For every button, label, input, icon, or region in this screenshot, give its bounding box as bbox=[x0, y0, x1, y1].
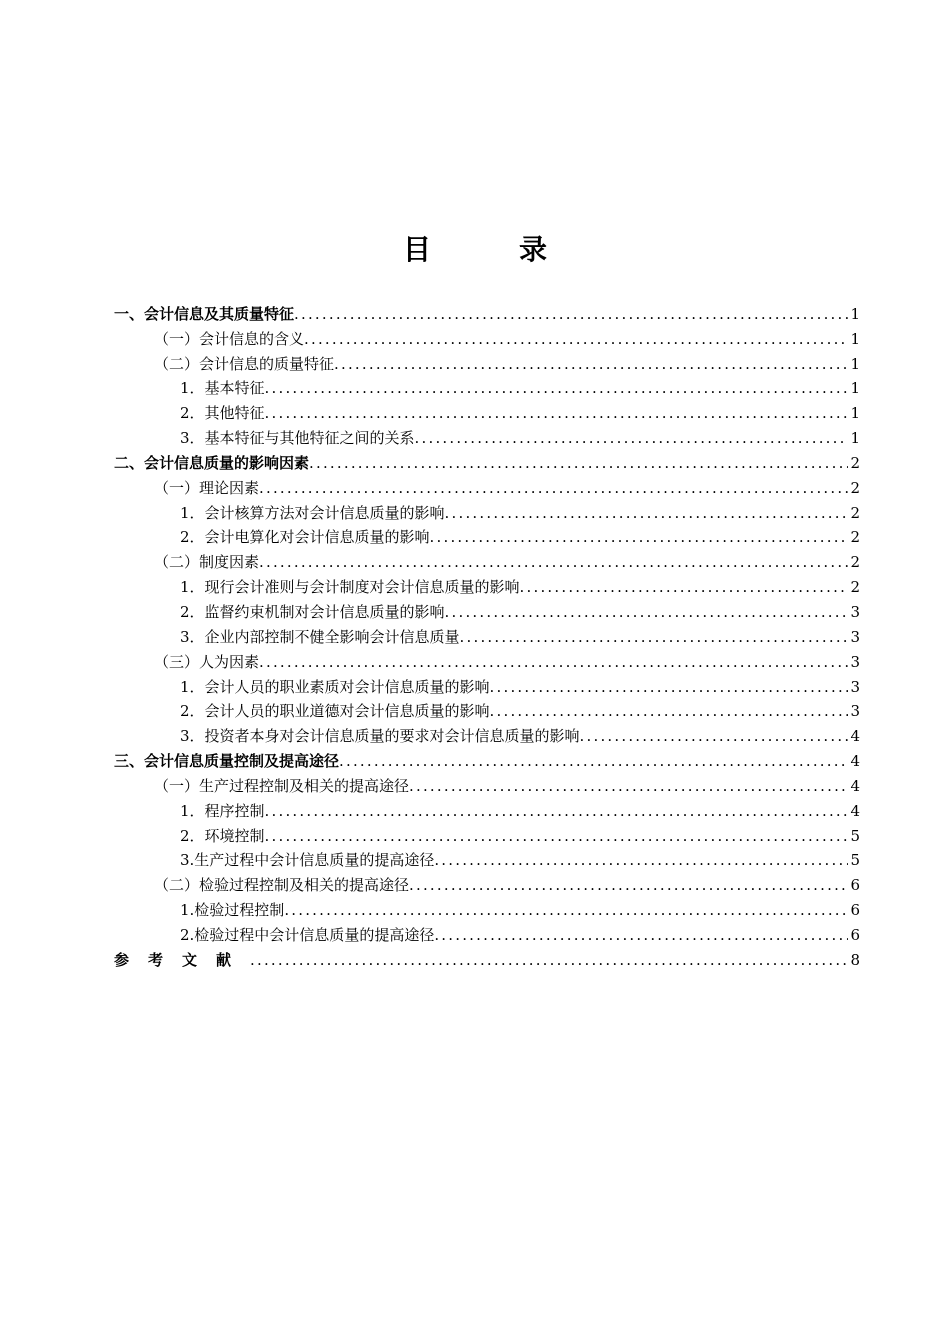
toc-page-number: 4 bbox=[850, 776, 860, 795]
toc-entry[interactable] bbox=[114, 597, 860, 622]
toc-entry-label: 2．其他特征 bbox=[180, 404, 265, 423]
toc-entry-label: 3．基本特征与其他特征之间的关系 bbox=[180, 429, 415, 448]
toc-entry[interactable] bbox=[114, 547, 860, 572]
toc-dot-leader bbox=[409, 776, 848, 796]
toc-entry-label: 2．会计人员的职业道德对会计信息质量的影响 bbox=[180, 702, 490, 721]
toc-page-number: 1 bbox=[850, 429, 860, 448]
toc-entry-label: 2.检验过程中会计信息质量的提高途径 bbox=[180, 925, 435, 944]
toc-entry[interactable] bbox=[114, 672, 860, 697]
toc-page-number: 3 bbox=[850, 627, 860, 646]
toc-entry-label: （二）检验过程控制及相关的提高途径 bbox=[154, 876, 410, 895]
toc-page-number: 1 bbox=[850, 329, 860, 348]
toc-entry-label: 1.检验过程控制 bbox=[180, 901, 285, 920]
toc-page-number: 1 bbox=[850, 354, 860, 373]
toc-dot-leader bbox=[265, 378, 848, 398]
toc-entry-label: 1．程序控制 bbox=[180, 801, 265, 820]
toc-entry[interactable] bbox=[114, 821, 860, 846]
toc-entry-label: （一）生产过程控制及相关的提高途径 bbox=[154, 776, 410, 795]
toc-page-number: 6 bbox=[850, 925, 860, 944]
toc-entry[interactable] bbox=[114, 796, 860, 821]
toc-page-number: 2 bbox=[850, 528, 860, 547]
toc-page-number: 2 bbox=[850, 478, 860, 497]
toc-dot-leader bbox=[259, 552, 848, 572]
toc-page-number: 2 bbox=[850, 578, 860, 597]
toc-page-number: 4 bbox=[850, 801, 860, 820]
toc-dot-leader bbox=[339, 751, 848, 771]
toc-page-number: 2 bbox=[850, 453, 860, 472]
toc-page-number: 3 bbox=[850, 602, 860, 621]
toc-dot-leader bbox=[259, 652, 848, 672]
toc-dot-leader bbox=[520, 577, 848, 597]
toc-dot-leader bbox=[304, 329, 848, 349]
toc-entry-label: 1．基本特征 bbox=[180, 379, 265, 398]
toc-dot-leader bbox=[284, 900, 848, 920]
toc-entry[interactable] bbox=[114, 572, 860, 597]
toc-dot-leader bbox=[409, 875, 848, 895]
toc-entry[interactable] bbox=[114, 697, 860, 722]
toc-entry[interactable] bbox=[114, 473, 860, 498]
toc-entry-label: 三、会计信息质量控制及提高途径 bbox=[114, 752, 340, 771]
toc-entry-label: 参考文献 bbox=[114, 950, 251, 969]
toc-dot-leader bbox=[490, 677, 848, 697]
toc-entry-label: 一、会计信息及其质量特征 bbox=[114, 304, 295, 323]
toc-entry[interactable] bbox=[114, 423, 860, 448]
toc-dot-leader bbox=[434, 925, 848, 945]
toc-page-number: 4 bbox=[850, 727, 860, 746]
toc-dot-leader bbox=[265, 403, 848, 423]
toc-entry-label: 2．监督约束机制对会计信息质量的影响 bbox=[180, 602, 445, 621]
toc-entry-label: 二、会计信息质量的影响因素 bbox=[114, 453, 310, 472]
toc-entry[interactable] bbox=[114, 523, 860, 548]
table-of-contents bbox=[114, 299, 860, 970]
toc-entry[interactable] bbox=[114, 448, 860, 473]
toc-entry[interactable] bbox=[114, 746, 860, 771]
toc-page-number: 1 bbox=[850, 304, 860, 323]
toc-dot-leader bbox=[265, 826, 848, 846]
toc-dot-leader bbox=[434, 850, 848, 870]
toc-page-number: 8 bbox=[850, 950, 860, 969]
toc-entry[interactable] bbox=[114, 324, 860, 349]
toc-dot-leader bbox=[445, 503, 848, 523]
toc-page-number: 4 bbox=[850, 752, 860, 771]
toc-entry-label: 1．会计人员的职业素质对会计信息质量的影响 bbox=[180, 677, 490, 696]
toc-entry-label: 1．现行会计准则与会计制度对会计信息质量的影响 bbox=[180, 578, 520, 597]
toc-entry-label: 2．会计电算化对会计信息质量的影响 bbox=[180, 528, 430, 547]
toc-entry[interactable] bbox=[114, 920, 860, 945]
toc-entry-label: （二）会计信息的质量特征 bbox=[154, 354, 335, 373]
toc-page-number: 3 bbox=[850, 652, 860, 671]
toc-page-number: 2 bbox=[850, 503, 860, 522]
toc-dot-leader bbox=[334, 354, 848, 374]
toc-page-number: 5 bbox=[850, 826, 860, 845]
toc-dot-leader bbox=[415, 428, 848, 448]
toc-entry-label: 3．企业内部控制不健全影响会计信息质量 bbox=[180, 627, 460, 646]
toc-dot-leader bbox=[580, 726, 848, 746]
toc-entry[interactable] bbox=[114, 846, 860, 871]
toc-entry-label: 2．环境控制 bbox=[180, 826, 265, 845]
page-title: 目 录 bbox=[402, 233, 577, 266]
toc-entry[interactable] bbox=[114, 349, 860, 374]
toc-entry-label: （二）制度因素 bbox=[154, 553, 260, 572]
toc-entry[interactable] bbox=[114, 895, 860, 920]
toc-entry[interactable] bbox=[114, 647, 860, 672]
toc-dot-leader bbox=[430, 527, 848, 547]
toc-dot-leader bbox=[294, 304, 848, 324]
toc-dot-leader bbox=[250, 950, 848, 970]
toc-dot-leader bbox=[460, 627, 848, 647]
toc-page-number: 1 bbox=[850, 404, 860, 423]
toc-page-number: 6 bbox=[850, 901, 860, 920]
toc-entry[interactable] bbox=[114, 398, 860, 423]
toc-dot-leader bbox=[309, 453, 848, 473]
toc-entry-label: 1．会计核算方法对会计信息质量的影响 bbox=[180, 503, 445, 522]
toc-entry-label: （三）人为因素 bbox=[154, 652, 260, 671]
toc-entry[interactable] bbox=[114, 622, 860, 647]
toc-entry[interactable] bbox=[114, 498, 860, 523]
toc-entry[interactable] bbox=[114, 771, 860, 796]
toc-entry-label: （一）会计信息的含义 bbox=[154, 329, 305, 348]
toc-page-number: 5 bbox=[850, 851, 860, 870]
toc-entry-label: 3．投资者本身对会计信息质量的要求对会计信息质量的影响 bbox=[180, 727, 580, 746]
toc-entry[interactable] bbox=[114, 374, 860, 399]
toc-page-number: 3 bbox=[850, 702, 860, 721]
toc-dot-leader bbox=[490, 701, 848, 721]
toc-page-number: 1 bbox=[850, 379, 860, 398]
toc-entry[interactable] bbox=[114, 721, 860, 746]
toc-page-number: 3 bbox=[850, 677, 860, 696]
toc-entry[interactable] bbox=[114, 299, 860, 324]
toc-page-number: 2 bbox=[850, 553, 860, 572]
toc-dot-leader bbox=[265, 801, 848, 821]
toc-entry-label: （一）理论因素 bbox=[154, 478, 260, 497]
toc-dot-leader bbox=[259, 478, 848, 498]
toc-page-number: 6 bbox=[850, 876, 860, 895]
toc-dot-leader bbox=[445, 602, 848, 622]
toc-entry[interactable] bbox=[114, 945, 860, 970]
toc-entry[interactable] bbox=[114, 870, 860, 895]
toc-entry-label: 3.生产过程中会计信息质量的提高途径 bbox=[180, 851, 435, 870]
